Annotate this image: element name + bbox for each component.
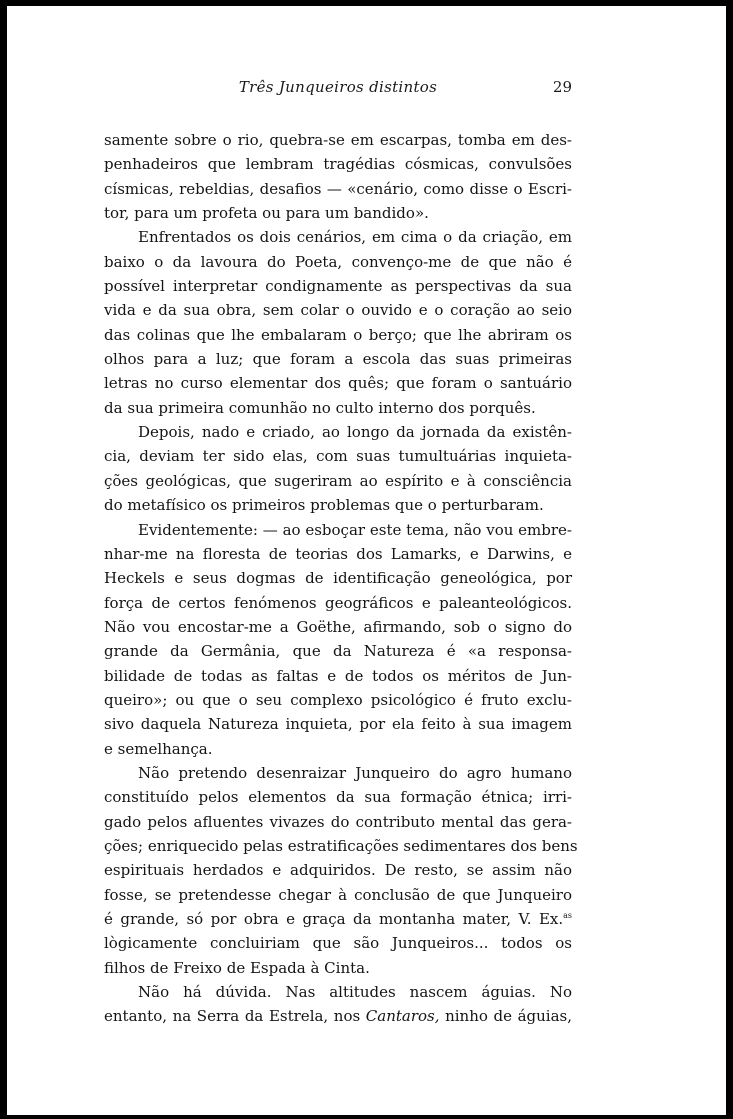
text-line: constituído pelos elementos da sua formação étnica; irri- [104, 788, 572, 807]
text-segment: é grande, só por obra e graça da montanha mater, V. Ex. [104, 910, 564, 928]
text-line: força de certos fenómenos geográficos e paleanteológicos. [104, 593, 572, 612]
text-line: Não há dúvida. Nas altitudes nascem águias. No [138, 983, 572, 1002]
text-line: Depois, nado e criado, ao longo da jornada da existên- [138, 423, 572, 442]
page-header [104, 78, 572, 100]
text-line: Heckels e seus dogmas de identificação geneológica, por [104, 569, 572, 588]
text-line: lògicamente concluiriam que são Junqueiros... todos os [104, 934, 572, 953]
text-line: das colinas que lhe embalaram o berço; que lhe abriram os [104, 325, 572, 344]
italic-word: Cantaros, [365, 1007, 440, 1026]
page-number: 29 [552, 78, 572, 96]
text-line: vida e da sua obra, sem colar o ouvido e o coração ao seio [104, 301, 572, 320]
text-line: sivo daquela Natureza inquieta, por ela feito à sua imagem [104, 715, 572, 734]
text-line: gado pelos afluentes vivazes do contributo mental das gera- [104, 812, 572, 831]
text-line: baixo o da lavoura do Poeta, convenço-me de que não é [104, 252, 572, 271]
text-line [104, 1004, 572, 1028]
text-line: grande da Germânia, que da Natureza é «a responsa- [104, 642, 572, 661]
text-line [104, 907, 572, 931]
body-text [104, 128, 578, 1029]
text-line: queiro»; ou que o seu complexo psicológico é fruto exclu- [104, 690, 572, 709]
text-line: penhadeiros que lembram tragédias cósmicas, convulsões [104, 155, 572, 174]
text-line: bilidade de todas as faltas e de todos os méritos de Jun- [104, 666, 572, 685]
text-line: ções; enriquecido pelas estratificações sedimentares dos bens [104, 836, 578, 855]
superscript-as: as [563, 911, 572, 920]
text-line: da sua primeira comunhão no culto interno dos porquês. [104, 398, 536, 417]
text-line: letras no curso elementar dos quês; que foram o santuário [104, 374, 572, 393]
text-line: fosse, se pretendesse chegar à conclusão de que Junqueiro [104, 885, 572, 904]
text-line: filhos de Freixo de Espada à Cinta. [104, 958, 370, 977]
text-segment: ninho de águias, [439, 1007, 572, 1026]
text-line: Enfrentados os dois cenários, em cima o da criação, em [138, 228, 572, 247]
text-segment: entanto, na Serra da Estrela, nos [104, 1007, 366, 1026]
running-title: Três Junqueiros distintos [238, 78, 438, 96]
text-line: Não pretendo desenraizar Junqueiro do agro humano [138, 763, 572, 782]
text-line: do metafísico os primeiros problemas que o perturbaram. [104, 496, 544, 515]
text-line: samente sobre o rio, quebra-se em escarpas, tomba em des- [104, 131, 572, 149]
text-line: Não vou encostar-me a Goëthe, afirmando, sob o signo do [104, 617, 572, 636]
text-line: Evidentemente: — ao esboçar este tema, não vou embre- [138, 520, 572, 539]
text-line: possível interpretar condignamente as perspectivas da sua [104, 277, 572, 296]
text-line: olhos para a luz; que foram a escola das suas primeiras [104, 350, 572, 369]
text-line: e semelhança. [104, 739, 213, 758]
text-line: espirituais herdados e adquiridos. De resto, se assim não [104, 861, 572, 880]
text-line: ções geológicas, que sugeriram ao espírito e à consciência [104, 471, 572, 490]
text-line: cia, deviam ter sido elas, com suas tumultuárias inquieta- [104, 447, 572, 466]
text-line: císmicas, rebeldias, desafios — «cenário, como disse o Escri- [104, 179, 572, 198]
text-line: nhar-me na floresta de teorias dos Lamarks, e Darwins, e [104, 544, 572, 563]
text-line: tor, para um profeta ou para um bandido». [104, 204, 429, 223]
